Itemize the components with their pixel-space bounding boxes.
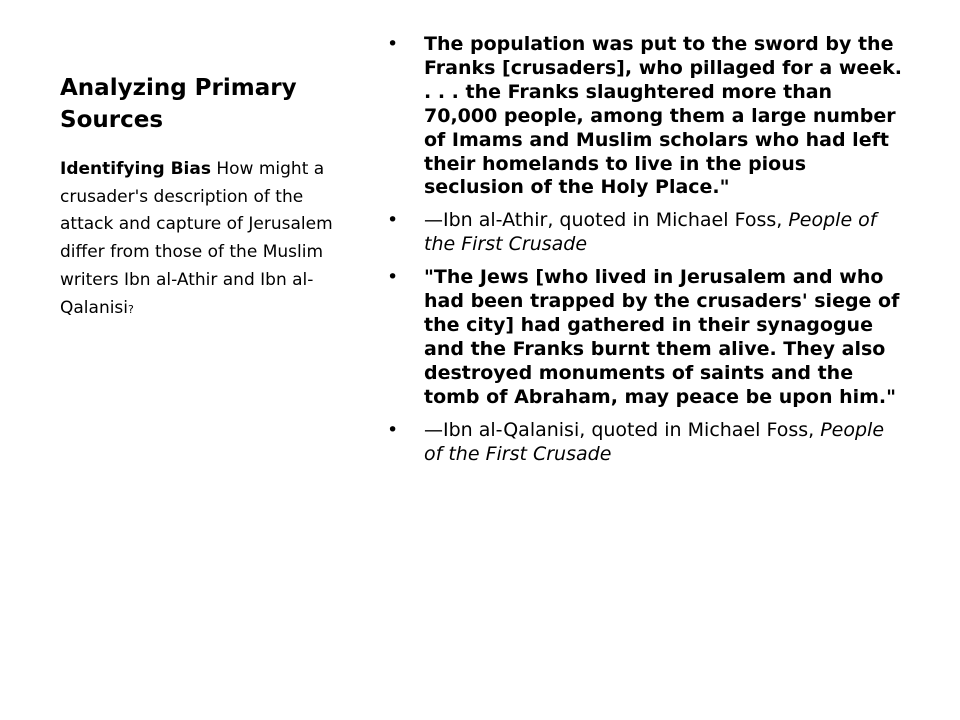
bias-question-text: How might a crusader's description of the attack and capture of Jerusalem differ from those of the Muslim writers Ibn al-Athir and Ibn al-Qalanisi bbox=[60, 159, 333, 318]
quote-ibn-al-qalanisi bbox=[384, 266, 904, 409]
bullet-glyph: • bbox=[387, 33, 399, 55]
quote-list bbox=[384, 33, 904, 475]
attribution-ibn-al-qalanisi bbox=[384, 419, 904, 467]
bias-question-label: Identifying Bias bbox=[60, 159, 211, 179]
bullet-glyph: • bbox=[387, 266, 399, 289]
attribution-text: —Ibn al-Athir, quoted in Michael Foss, bbox=[424, 209, 789, 232]
attribution-text: —Ibn al-Qalanisi, quoted in Michael Foss, bbox=[424, 418, 821, 441]
quote-text: "The Jews [who lived in Jerusalem and who had been trapped by the crusaders' siege of the city] had gathered in their synagogue and the Franks burnt them alive. They also destroyed monuments of saints and the tomb of Abraham, may peace be upon him." bbox=[424, 266, 900, 408]
bullet-glyph: • bbox=[387, 209, 399, 232]
bullet-glyph: • bbox=[387, 418, 399, 441]
quote-ibn-al-athir bbox=[384, 33, 904, 200]
book-title: People of the First Crusade bbox=[424, 418, 885, 465]
bias-question bbox=[60, 156, 358, 323]
attribution-ibn-al-athir bbox=[384, 209, 904, 257]
book-title: People of the First Crusade bbox=[424, 209, 877, 256]
slide-title: Analyzing Primary Sources bbox=[60, 75, 297, 133]
bias-question-mark: ? bbox=[128, 302, 134, 316]
quote-text: The population was put to the sword by the Franks [crusaders], who pillaged for a week. . . . the Franks slaughtered more than 70,000 people, among them a large number of Imams and Muslim scholars who had left their homelands to live in the pious seclusion of the Holy Place." bbox=[424, 33, 903, 199]
